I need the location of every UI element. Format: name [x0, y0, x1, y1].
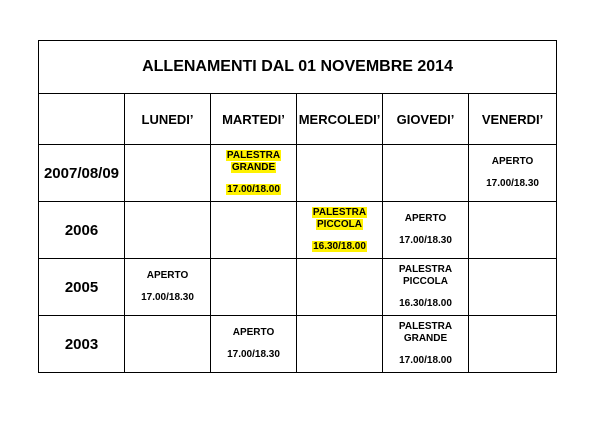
year-cell: 2003 — [39, 316, 125, 373]
slot-place — [297, 207, 382, 232]
slot-place — [383, 264, 468, 289]
slot-place-line: APERTO — [404, 213, 447, 224]
slot-place — [383, 321, 468, 346]
slot-thursday — [383, 259, 469, 316]
year-cell: 2006 — [39, 202, 125, 259]
day-header-thursday: GIOVEDI’ — [383, 94, 469, 145]
slot-thursday — [383, 316, 469, 373]
slot-friday — [469, 259, 557, 316]
slot-monday — [125, 202, 211, 259]
slot-time-wrap — [125, 292, 210, 305]
year-cell: 2005 — [39, 259, 125, 316]
slot-time: 17.00/18.30 — [486, 177, 539, 189]
page-title: ALLENAMENTI DAL 01 NOVEMBRE 2014 — [39, 41, 557, 94]
slot-monday — [125, 145, 211, 202]
slot-time: 16.30/18.00 — [399, 297, 452, 309]
slot-wednesday — [297, 202, 383, 259]
slot-time-wrap — [211, 349, 296, 362]
slot-place-line: PALESTRA — [312, 206, 367, 218]
slot-wednesday — [297, 316, 383, 373]
slot-time-wrap — [383, 235, 468, 248]
table-row — [39, 259, 557, 316]
slot-place — [469, 156, 556, 169]
slot-place — [125, 270, 210, 283]
slot-place — [383, 213, 468, 226]
slot-place-line: PALESTRA — [226, 149, 281, 161]
slot-thursday — [383, 202, 469, 259]
slot-thursday — [383, 145, 469, 202]
slot-tuesday — [211, 145, 297, 202]
slot-wednesday — [297, 259, 383, 316]
title-row — [39, 41, 557, 94]
table-row — [39, 202, 557, 259]
slot-tuesday — [211, 316, 297, 373]
slot-place-line: PALESTRA — [398, 263, 453, 275]
slot-time: 17.00/18.30 — [399, 234, 452, 246]
table-row — [39, 145, 557, 202]
year-cell: 2007/08/09 — [39, 145, 125, 202]
slot-place-line: APERTO — [491, 156, 534, 167]
slot-place-line: PICCOLA — [317, 219, 362, 231]
slot-time-wrap — [211, 184, 296, 197]
slot-monday — [125, 259, 211, 316]
corner-cell — [39, 94, 125, 145]
slot-place-line: GRANDE — [231, 162, 276, 174]
slot-time: 17.00/18.30 — [227, 348, 280, 360]
slot-time: 17.00/18.30 — [141, 291, 194, 303]
slot-time: 16.30/18.00 — [313, 240, 366, 252]
day-header-monday: LUNEDI’ — [125, 94, 211, 145]
slot-tuesday — [211, 202, 297, 259]
slot-place-line: PICCOLA — [403, 276, 448, 288]
day-header-friday: VENERDI’ — [469, 94, 557, 145]
slot-friday — [469, 145, 557, 202]
slot-tuesday — [211, 259, 297, 316]
slot-time: 17.00/18.00 — [399, 354, 452, 366]
day-header-tuesday: MARTEDI’ — [211, 94, 297, 145]
slot-place-line: APERTO — [146, 270, 189, 281]
slot-place-line: APERTO — [232, 327, 275, 338]
slot-monday — [125, 316, 211, 373]
slot-wednesday — [297, 145, 383, 202]
slot-time-wrap — [297, 241, 382, 254]
slot-place — [211, 150, 296, 175]
slot-time-wrap — [383, 298, 468, 311]
table-row — [39, 316, 557, 373]
slot-time-wrap — [469, 178, 556, 191]
slot-friday — [469, 202, 557, 259]
slot-time: 17.00/18.00 — [227, 183, 280, 195]
slot-friday — [469, 316, 557, 373]
day-header-wednesday: MERCOLEDI’ — [297, 94, 383, 145]
schedule-table — [38, 40, 557, 373]
slot-place — [211, 327, 296, 340]
slot-place-line: PALESTRA — [398, 320, 453, 332]
day-header-row — [39, 94, 557, 145]
slot-place-line: GRANDE — [403, 333, 448, 345]
slot-time-wrap — [383, 355, 468, 368]
